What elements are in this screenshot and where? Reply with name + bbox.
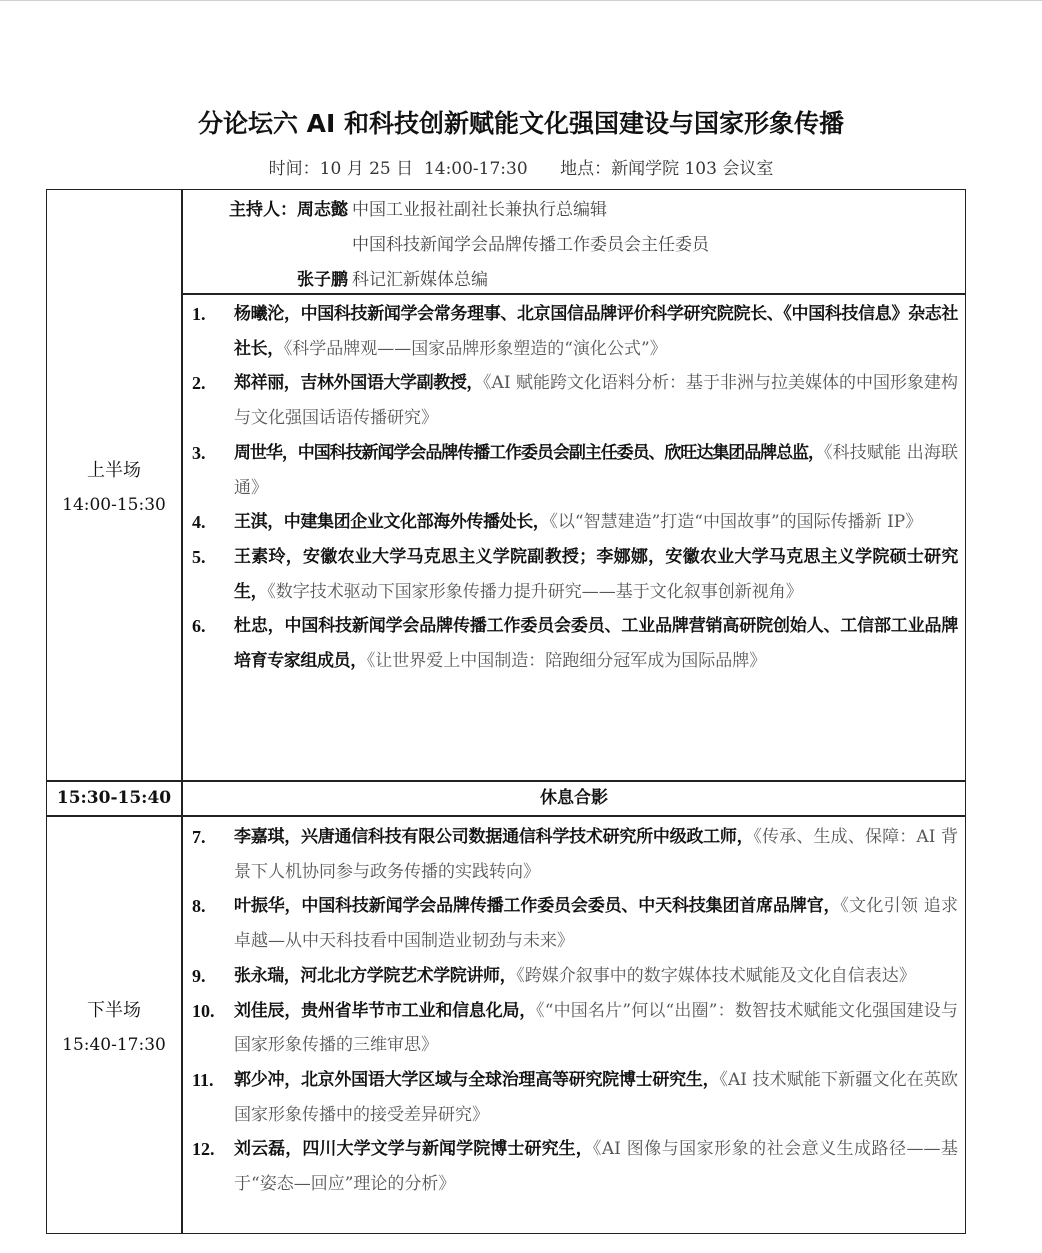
speaker-name: 叶振华，中国科技新闻学会品牌传播工作委员会委员、中天科技集团首席品牌官， bbox=[234, 896, 841, 917]
column-divider bbox=[181, 189, 183, 1234]
speaker-number: 6. bbox=[192, 616, 206, 637]
speaker-number: 4. bbox=[192, 512, 206, 533]
speaker-list-second bbox=[192, 820, 958, 1202]
speaker-topic: 《数字技术驱动下国家形象传播力提升研究——基于文化叙事创新视角》 bbox=[267, 581, 803, 602]
speaker-topic: 《AI 技术赋能下新疆文化在英欧国家形象传播中的接受差异研究》 bbox=[234, 1069, 958, 1125]
speaker-item bbox=[192, 505, 958, 540]
speaker-item bbox=[192, 959, 958, 994]
host-block bbox=[192, 193, 962, 298]
speaker-number: 10. bbox=[192, 1000, 215, 1021]
host-row bbox=[192, 228, 962, 263]
speaker-topic: 《跨媒介叙事中的数字媒体技术赋能及文化自信表达》 bbox=[516, 965, 916, 986]
speaker-name: 王淇，中建集团企业文化部海外传播处长， bbox=[234, 512, 550, 533]
speaker-item bbox=[192, 540, 958, 609]
host-row bbox=[192, 263, 962, 298]
break-time: 15:30-15:40 bbox=[56, 788, 172, 808]
session-label-first bbox=[46, 454, 182, 522]
speaker-item bbox=[192, 994, 958, 1063]
speaker-number: 12. bbox=[192, 1139, 215, 1160]
speaker-name: 刘佳辰，贵州省毕节市工业和信息化局， bbox=[234, 1000, 537, 1021]
session-label-second bbox=[46, 994, 182, 1062]
speaker-item bbox=[192, 366, 958, 435]
top-border bbox=[0, 0, 1042, 1]
speaker-name: 刘云磊，四川大学文学与新闻学院博士研究生， bbox=[234, 1139, 593, 1160]
speaker-item bbox=[192, 889, 958, 958]
speaker-number: 11. bbox=[192, 1069, 214, 1090]
speaker-number: 7. bbox=[192, 827, 206, 847]
speaker-name: 郭少冲，北京外国语大学区域与全球治理高等研究院博士研究生， bbox=[234, 1069, 720, 1090]
speaker-number: 5. bbox=[192, 546, 206, 567]
speaker-number: 2. bbox=[192, 373, 206, 394]
host-title: 中国工业报社副社长兼执行总编辑 bbox=[352, 200, 607, 220]
speaker-item bbox=[192, 820, 958, 889]
host-role bbox=[192, 193, 352, 228]
speaker-topic: 《AI 图像与国家形象的社会意义生成路径——基于“姿态—回应”理论的分析》 bbox=[234, 1139, 958, 1195]
speaker-topic: 《让世界爱上中国制造：陪跑细分冠军成为国际品牌》 bbox=[366, 651, 767, 672]
time-location: 时间：10 月 25 日 14:00-17:30 地点：新闻学院 103 会议室 bbox=[268, 159, 774, 179]
speaker-name: 王素玲，安徽农业大学马克思主义学院副教授；李娜娜，安徽农业大学马克思主义学院硕士研究生， bbox=[234, 546, 958, 602]
host-name: 周志懿 bbox=[297, 200, 348, 220]
session-time: 15:40-17:30 bbox=[62, 1035, 166, 1055]
host-label: 主持人： bbox=[229, 200, 297, 220]
speaker-name: 张永瑞，河北北方学院艺术学院讲师， bbox=[234, 965, 517, 986]
speaker-item bbox=[192, 436, 958, 505]
speaker-item bbox=[192, 297, 958, 366]
speaker-topic: 《传承、生成、保障：AI 背景下人机协同参与政务传播的实践转向》 bbox=[234, 827, 958, 882]
speaker-name: 周世华，中国科技新闻学会品牌传播工作委员会副主任委员、欣旺达集团品牌总监， bbox=[234, 442, 824, 463]
page-title: 分论坛六 AI 和科技创新赋能文化强国建设与国家形象传播 bbox=[197, 109, 845, 138]
break-label: 休息合影 bbox=[540, 788, 608, 808]
speaker-topic: 《“中国名片”何以“出圈”：数智技术赋能文化强国建设与国家形象传播的三维审思》 bbox=[234, 1000, 958, 1056]
speaker-topic: 《以“智慧建造”打造“中国故事”的国际传播新 IP》 bbox=[549, 512, 923, 533]
speaker-item bbox=[192, 1132, 958, 1201]
speaker-name: 李嘉琪，兴唐通信科技有限公司数据通信科学技术研究所中级政工师， bbox=[234, 827, 754, 847]
host-role: 张子鹏 bbox=[297, 270, 348, 290]
session-time: 14:00-15:30 bbox=[62, 495, 166, 515]
host-title: 中国科技新闻学会品牌传播工作委员会主任委员 bbox=[352, 235, 709, 255]
host-title: 科记汇新媒体总编 bbox=[352, 270, 488, 290]
session-name: 下半场 bbox=[87, 1000, 141, 1021]
session-name: 上半场 bbox=[87, 460, 141, 481]
speaker-item bbox=[192, 609, 958, 678]
speaker-number: 9. bbox=[192, 965, 206, 986]
speaker-topic: 《文化引领 追求卓越—从中天科技看中国制造业韧劲与未来》 bbox=[234, 896, 959, 952]
speaker-name: 杨曦沦，中国科技新闻学会常务理事、北京国信品牌评价科学研究院院长、《中国科技信息》杂志社社长， bbox=[234, 304, 958, 359]
speaker-name: 郑祥丽，吉林外国语大学副教授， bbox=[234, 373, 484, 394]
speaker-list-first bbox=[192, 297, 958, 679]
speaker-topic: 《AI 赋能跨文化语料分析：基于非洲与拉美媒体的中国形象建构与文化强国话语传播研究》 bbox=[234, 373, 959, 429]
speaker-number: 8. bbox=[192, 896, 206, 917]
speaker-item bbox=[192, 1063, 958, 1132]
speaker-topic: 《科学品牌观——国家品牌形象塑造的“演化公式”》 bbox=[283, 338, 667, 359]
host-row bbox=[192, 193, 962, 228]
speaker-name: 杜忠，中国科技新闻学会品牌传播工作委员会委员、工业品牌营销高研院创始人、工信部工业品牌培育专家组成员， bbox=[234, 616, 958, 672]
host-role bbox=[192, 228, 352, 263]
speaker-topic: 《科技赋能 出海联通》 bbox=[234, 442, 958, 498]
speaker-number: 1. bbox=[192, 304, 206, 324]
speaker-number: 3. bbox=[192, 442, 206, 463]
